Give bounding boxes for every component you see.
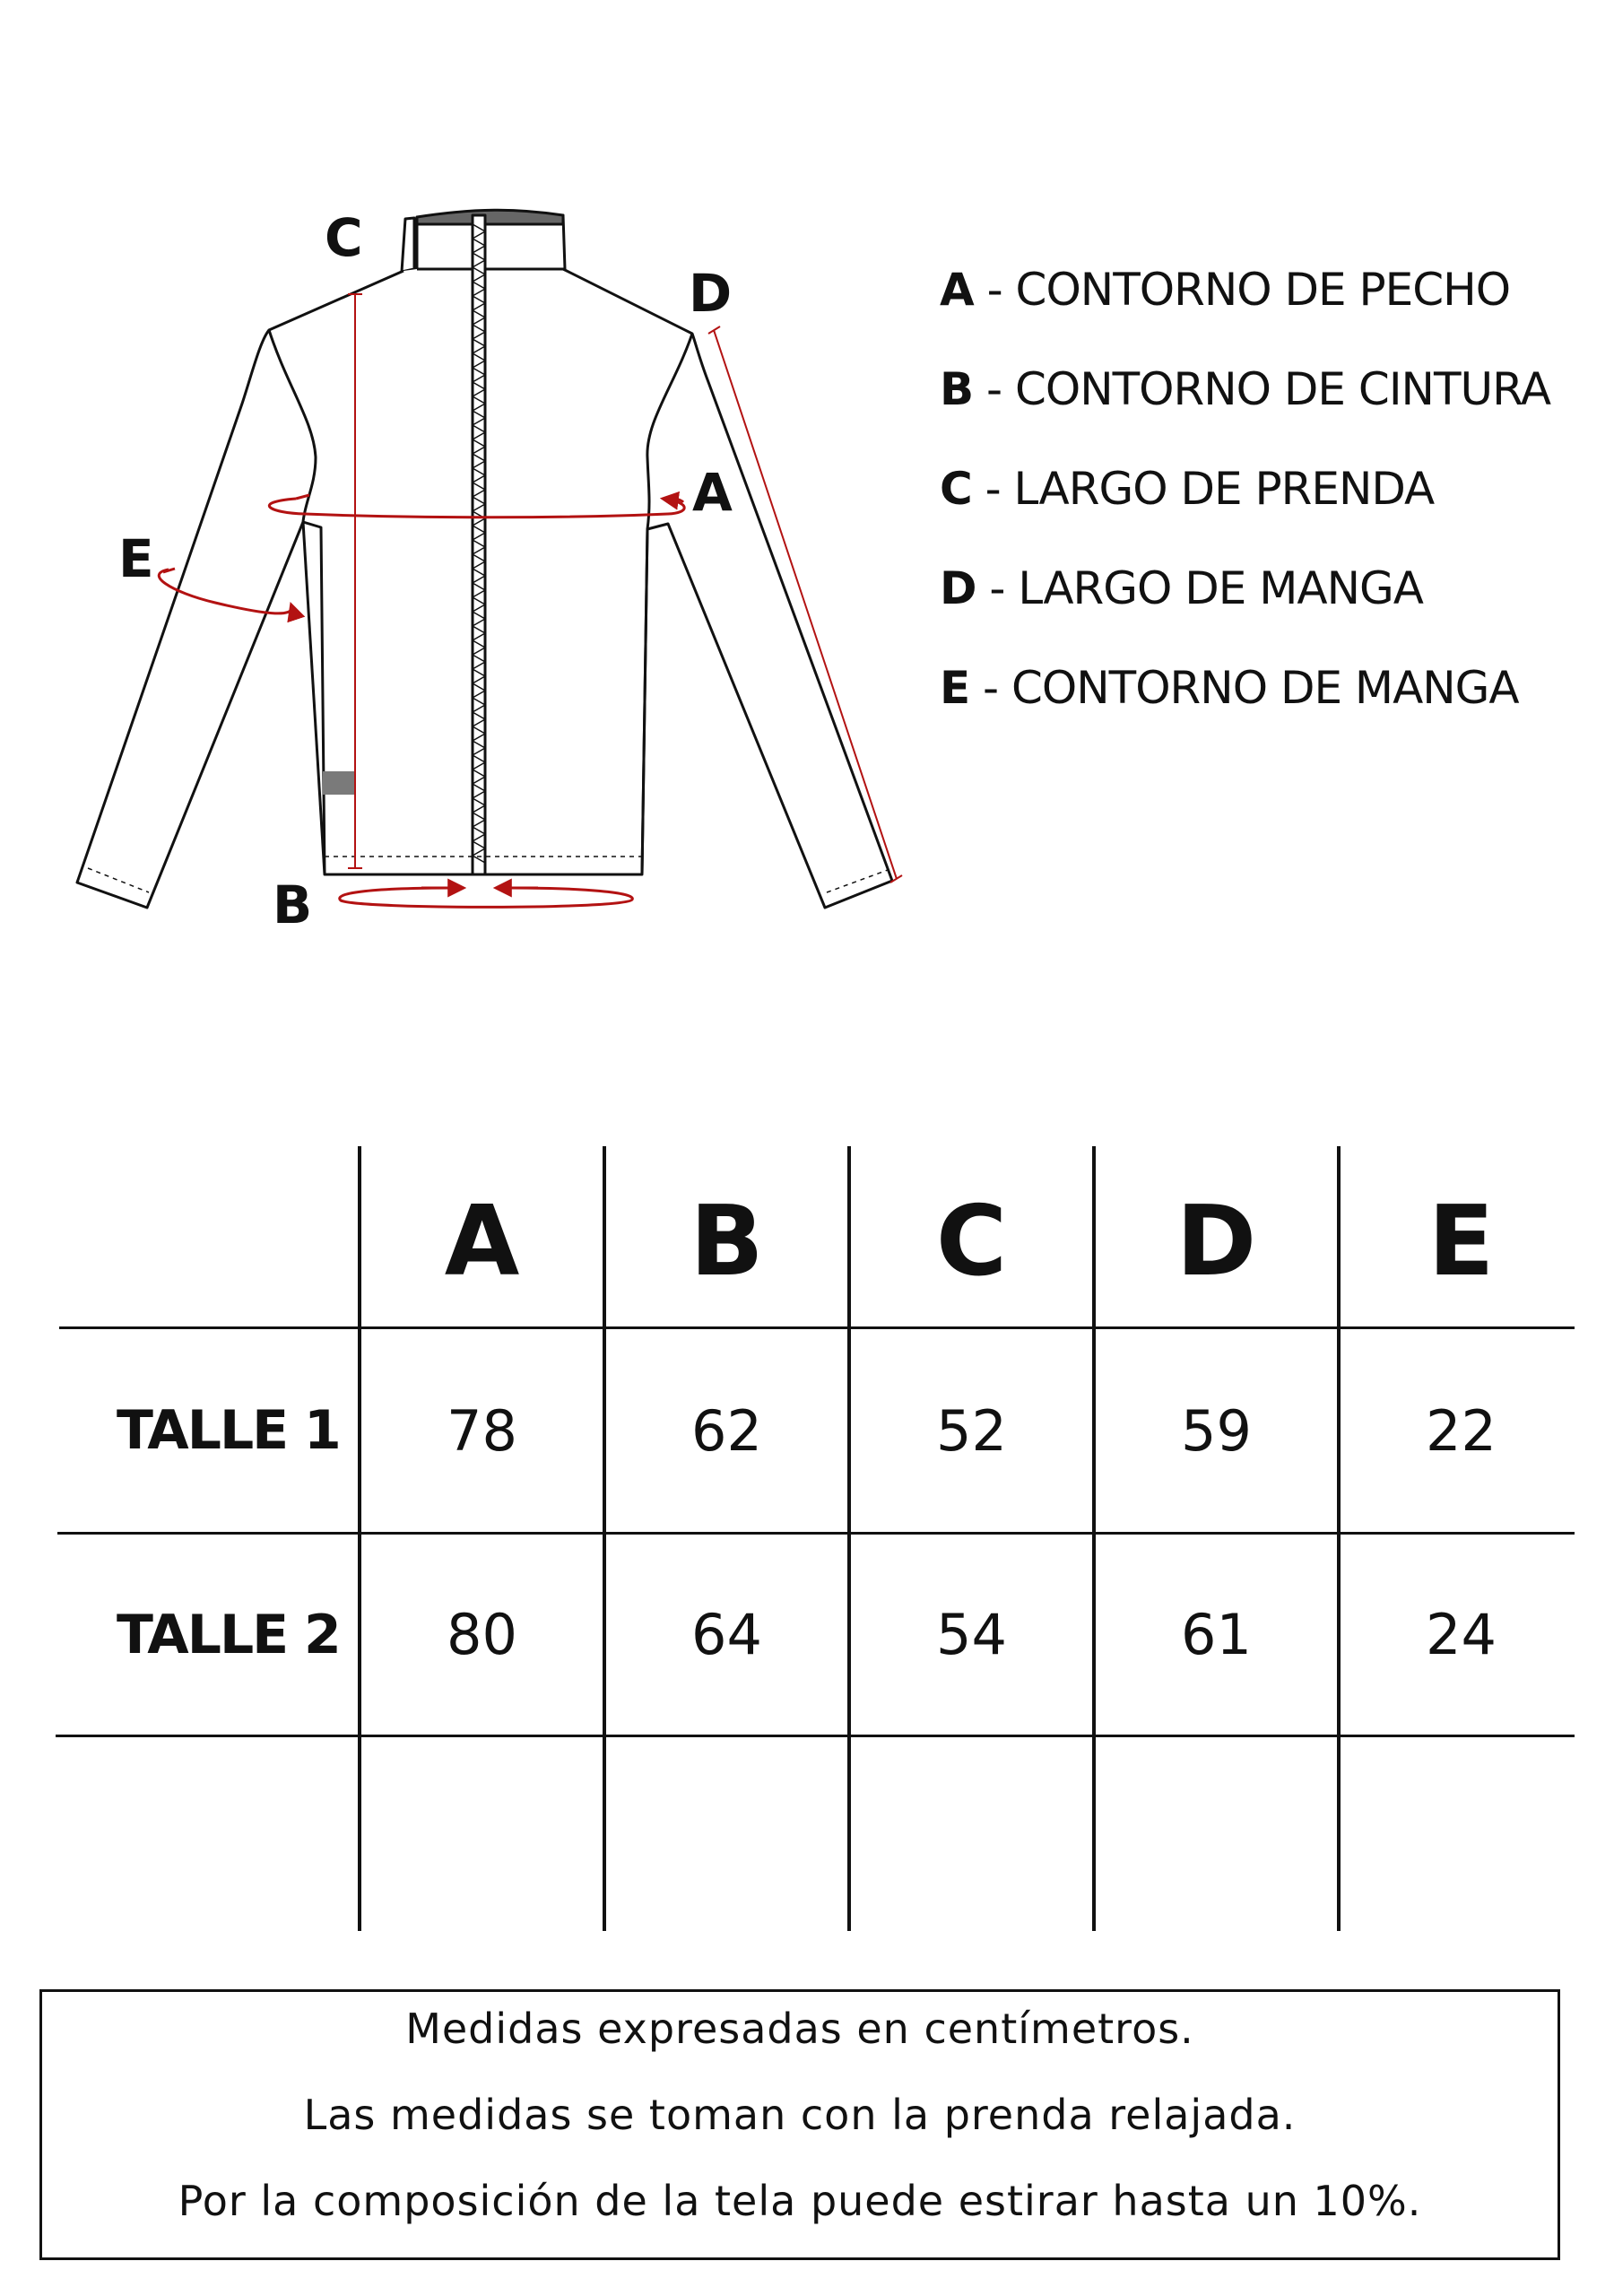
jacket-outline [77, 207, 892, 908]
table-cell: 62 [691, 1397, 762, 1464]
legend-item-b: B - CONTORNO DE CINTURA [940, 363, 1551, 415]
column-header-b: B [690, 1186, 764, 1298]
table-cell: 22 [1426, 1397, 1497, 1464]
table-divider [56, 1735, 1575, 1737]
table-cell: 64 [691, 1602, 762, 1667]
label-patch [323, 771, 355, 795]
notes-box [39, 1989, 1560, 2260]
row-label-talle-2: TALLE 2 [117, 1603, 340, 1666]
row-label-talle-1: TALLE 1 [117, 1399, 340, 1462]
table-cell: 61 [1181, 1602, 1252, 1667]
label-b: B [273, 874, 313, 935]
table-cell: 80 [447, 1602, 517, 1667]
legend-item-e: E - CONTORNO DE MANGA [940, 662, 1519, 714]
note-stretch: Por la composición de la tela puede estirar hasta un 10%. [178, 2177, 1422, 2225]
column-header-c: C [935, 1186, 1008, 1298]
column-header-e: E [1427, 1186, 1495, 1298]
legend-item-a: A - CONTORNO DE PECHO [940, 264, 1511, 316]
legend-item-c: C - LARGO DE PRENDA [940, 463, 1435, 515]
table-cell: 52 [936, 1397, 1007, 1464]
label-c: C [325, 207, 363, 268]
table-cell: 24 [1426, 1602, 1497, 1667]
label-e: E [118, 528, 154, 589]
garment-diagram [0, 0, 1614, 1031]
label-d: D [689, 263, 733, 324]
measurement-legend [940, 260, 1550, 758]
size-table [0, 1139, 1614, 1946]
table-cell: 59 [1181, 1397, 1252, 1464]
column-header-d: D [1176, 1186, 1257, 1298]
label-a: A [692, 462, 733, 523]
note-units: Medidas expresadas en centímetros. [405, 2005, 1194, 2053]
note-relaxed: Las medidas se toman con la prenda relajada. [303, 2091, 1297, 2139]
table-cell: 78 [447, 1397, 517, 1464]
column-header-a: A [444, 1186, 520, 1298]
legend-item-d: D - LARGO DE MANGA [940, 562, 1423, 614]
table-cell: 54 [936, 1602, 1007, 1667]
